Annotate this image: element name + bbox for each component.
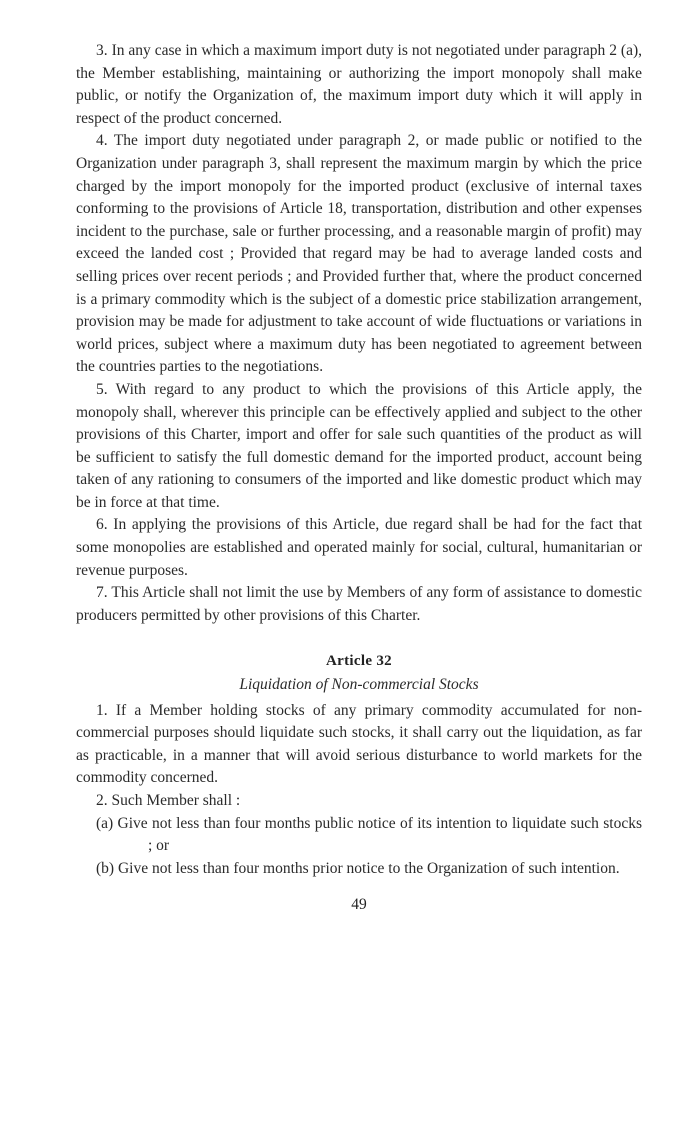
- paragraph-4: 4. The import duty negotiated under paragraph 2, or made public or notified to the Organization under paragraph 3, shall represent the maximum margin by which the price charged by the import monopoly for the imported product (exclusive of internal taxes conforming to the provisions of Article 18, transportation, distribution and other expenses incident to the purchase, sale or further processing, and a reasonable margin of profit) may exceed the landed cost ; Provided that regard may be had to average landed costs and selling prices over recent periods ; and Provided further that, where the product concerned is a primary commodity which is the subject of a domestic price stabilization arrangement, provision may be made for adjustment to take account of wide fluctuations or variations in world prices, subject where a maximum duty has been negotiated to agreement between the countries parties to the negotiations.: [76, 132, 642, 376]
- paragraph-6: 6. In applying the provisions of this Article, due regard shall be had for the fact that some monopolies are established and operated mainly for social, cultural, humanitarian or revenue purposes.: [76, 516, 642, 579]
- paragraph-5: 5. With regard to any product to which the provisions of this Article apply, the monopoly shall, wherever this principle can be effectively applied and subject to the other provisions of this Charter, import and offer for sale such quantities of the product as will be sufficient to satisfy the full domestic demand for the imported product, account being taken of any rationing to consumers of the imported and like domestic product which may be in force at that time.: [76, 380, 642, 511]
- list-item-a: (a) Give not less than four months public notice of its intention to liquidate such stocks ; or: [96, 814, 642, 855]
- document-page: [76, 40, 642, 917]
- article-subtitle: Liquidation of Non-commercial Stocks: [239, 676, 479, 694]
- paragraph-3: 3. In any case in which a maximum import duty is not negotiated under paragraph 2 (a), the Member establishing, maintaining or authorizing the import monopoly shall make public, or notify the Organization of, the maximum import duty which it will apply in respect of the product concerned.: [76, 42, 642, 127]
- paragraph-7: 7. This Article shall not limit the use by Members of any form of assistance to domestic producers permitted by other provisions of this Charter.: [76, 584, 642, 624]
- page-number: 49: [351, 896, 367, 914]
- article-paragraph-2: 2. Such Member shall :: [96, 792, 241, 809]
- article-heading: Article 32: [326, 653, 392, 670]
- list-item-b: (b) Give not less than four months prior notice to the Organization of such intention.: [96, 859, 620, 877]
- article-paragraph-1: 1. If a Member holding stocks of any primary commodity accumulated for non-commercial purposes should liquidate such stocks, it shall carry out the liquidation, as far as practicable, in a manner that will avoid serious disturbance to world markets for the commodity concerned.: [76, 701, 642, 787]
